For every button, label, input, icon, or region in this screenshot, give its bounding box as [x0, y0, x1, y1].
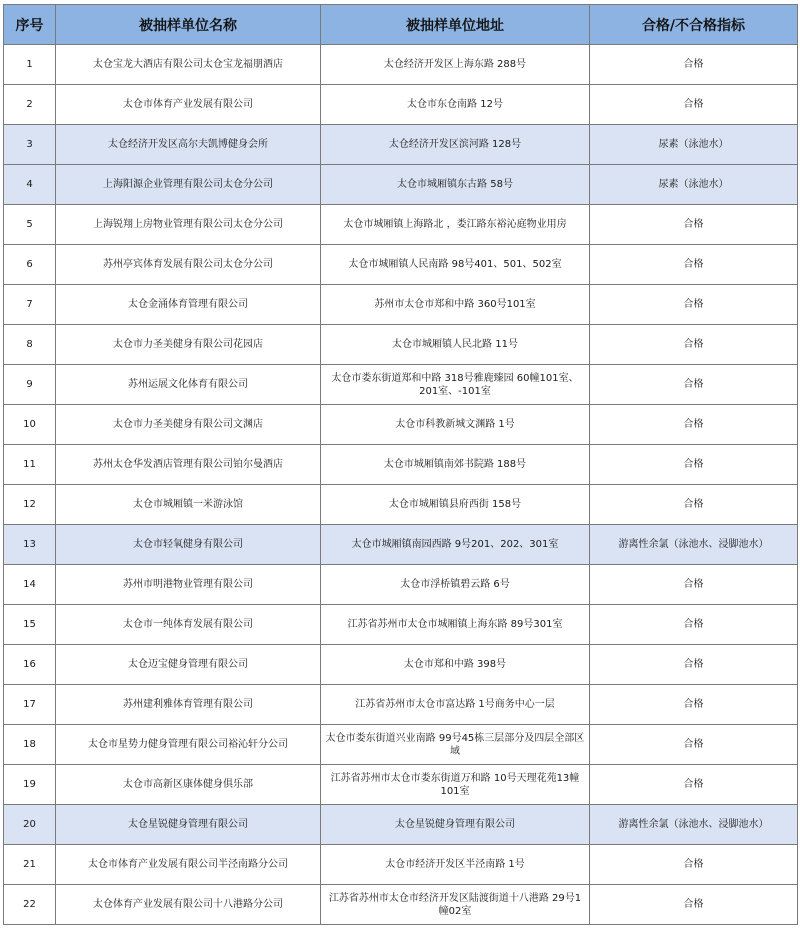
- unit-name-cell: 太仓星锐健身管理有限公司: [56, 805, 321, 845]
- unit-name-cell: 太仓宝龙大酒店有限公司太仓宝龙福朋酒店: [56, 45, 321, 85]
- serial-number-cell: 8: [4, 325, 56, 365]
- unit-address-cell: 太仓市东仓南路 12号: [321, 85, 590, 125]
- unit-name-cell: 苏州太仓华发酒店管理有限公司铂尔曼酒店: [56, 445, 321, 485]
- unit-address-cell: 太仓市娄东街道郑和中路 318号雅鹿臻园 60幢101室、201室、-101室: [321, 365, 590, 405]
- result-cell: 尿素（泳池水）: [590, 165, 798, 205]
- unit-name-cell: 太仓市力圣美健身有限公司文渊店: [56, 405, 321, 445]
- table-row: [4, 845, 798, 885]
- unit-name-cell: 太仓体育产业发展有限公司十八港路分公司: [56, 885, 321, 925]
- table-row: [4, 205, 798, 245]
- unit-name-cell: 太仓迈宝健身管理有限公司: [56, 645, 321, 685]
- unit-name-cell: 太仓市轻氧健身有限公司: [56, 525, 321, 565]
- unit-address-cell: 江苏省苏州市太仓市娄东街道万和路 10号天理花苑13幢101室: [321, 765, 590, 805]
- serial-number-cell: 7: [4, 285, 56, 325]
- serial-number-cell: 9: [4, 365, 56, 405]
- serial-number-cell: 17: [4, 685, 56, 725]
- table-row: [4, 445, 798, 485]
- unit-name-cell: 太仓市星势力健身管理有限公司裕沁轩分公司: [56, 725, 321, 765]
- unit-address-cell: 江苏省苏州市太仓市经济开发区陆渡街道十八港路 29号1幢02室: [321, 885, 590, 925]
- unit-name-cell: 太仓经济开发区高尔夫凯博健身会所: [56, 125, 321, 165]
- table-row: [4, 685, 798, 725]
- unit-name-cell: 太仓市力圣美健身有限公司花园店: [56, 325, 321, 365]
- serial-number-cell: 2: [4, 85, 56, 125]
- table-row: [4, 245, 798, 285]
- result-cell: 合格: [590, 685, 798, 725]
- unit-name-cell: 太仓市体育产业发展有限公司: [56, 85, 321, 125]
- table-row: [4, 805, 798, 845]
- table-row: [4, 485, 798, 525]
- result-cell: 合格: [590, 405, 798, 445]
- serial-number-cell: 3: [4, 125, 56, 165]
- unit-address-cell: 太仓市城厢镇人民南路 98号401、501、502室: [321, 245, 590, 285]
- result-cell: 合格: [590, 245, 798, 285]
- table-row: [4, 45, 798, 85]
- unit-address-cell: 江苏省苏州市太仓市城厢镇上海东路 89号301室: [321, 605, 590, 645]
- result-cell: 尿素（泳池水）: [590, 125, 798, 165]
- serial-number-cell: 14: [4, 565, 56, 605]
- table-row: [4, 525, 798, 565]
- unit-address-cell: 太仓市娄东街道兴业南路 99号45栋三层部分及四层全部区域: [321, 725, 590, 765]
- result-cell: 合格: [590, 45, 798, 85]
- unit-address-cell: 太仓经济开发区滨河路 128号: [321, 125, 590, 165]
- result-cell: 游离性余氯（泳池水、浸脚池水）: [590, 525, 798, 565]
- serial-number-cell: 6: [4, 245, 56, 285]
- unit-address-cell: 太仓市城厢镇县府西街 158号: [321, 485, 590, 525]
- unit-name-cell: 太仓市高新区康体健身俱乐部: [56, 765, 321, 805]
- table-row: [4, 565, 798, 605]
- serial-number-cell: 22: [4, 885, 56, 925]
- unit-address-cell: 太仓市城厢镇东古路 58号: [321, 165, 590, 205]
- unit-name-cell: 苏州市明港物业管理有限公司: [56, 565, 321, 605]
- result-cell: 合格: [590, 285, 798, 325]
- table-row: [4, 325, 798, 365]
- unit-address-cell: 太仓市城厢镇南园西路 9号201、202、301室: [321, 525, 590, 565]
- table-row: [4, 85, 798, 125]
- serial-number-cell: 12: [4, 485, 56, 525]
- unit-address-cell: 太仓经济开发区上海东路 288号: [321, 45, 590, 85]
- result-cell: 合格: [590, 85, 798, 125]
- unit-name-cell: 苏州建利雅体育管理有限公司: [56, 685, 321, 725]
- unit-name-cell: 苏州运展文化体育有限公司: [56, 365, 321, 405]
- serial-number-cell: 4: [4, 165, 56, 205]
- serial-number-cell: 1: [4, 45, 56, 85]
- unit-address-cell: 苏州市太仓市郑和中路 360号101室: [321, 285, 590, 325]
- table-header: [4, 5, 798, 45]
- table-row: [4, 885, 798, 925]
- result-cell: 合格: [590, 205, 798, 245]
- table-row: [4, 125, 798, 165]
- result-cell: 合格: [590, 605, 798, 645]
- unit-name-cell: 太仓市一纯体育发展有限公司: [56, 605, 321, 645]
- unit-address-cell: 太仓市城厢镇人民北路 11号: [321, 325, 590, 365]
- sampling-results-sheet: [3, 4, 797, 925]
- result-cell: 合格: [590, 725, 798, 765]
- serial-number-cell: 10: [4, 405, 56, 445]
- unit-address-cell: 太仓市郑和中路 398号: [321, 645, 590, 685]
- result-cell: 合格: [590, 325, 798, 365]
- serial-number-cell: 21: [4, 845, 56, 885]
- header-unit-name: 被抽样单位名称: [56, 5, 321, 45]
- serial-number-cell: 19: [4, 765, 56, 805]
- result-cell: 合格: [590, 485, 798, 525]
- table-row: [4, 365, 798, 405]
- result-cell: 游离性余氯（泳池水、浸脚池水）: [590, 805, 798, 845]
- result-cell: 合格: [590, 365, 798, 405]
- table-row: [4, 765, 798, 805]
- table-row: [4, 405, 798, 445]
- serial-number-cell: 13: [4, 525, 56, 565]
- unit-name-cell: 太仓金涌体育管理有限公司: [56, 285, 321, 325]
- table-row: [4, 725, 798, 765]
- serial-number-cell: 20: [4, 805, 56, 845]
- serial-number-cell: 11: [4, 445, 56, 485]
- unit-address-cell: 太仓市浮桥镇碧云路 6号: [321, 565, 590, 605]
- serial-number-cell: 5: [4, 205, 56, 245]
- unit-address-cell: 太仓星锐健身管理有限公司: [321, 805, 590, 845]
- sampling-results-table: [3, 4, 798, 925]
- unit-name-cell: 苏州亭宾体育发展有限公司太仓分公司: [56, 245, 321, 285]
- table-row: [4, 605, 798, 645]
- table-row: [4, 285, 798, 325]
- serial-number-cell: 15: [4, 605, 56, 645]
- unit-name-cell: 上海锐翔上房物业管理有限公司太仓分公司: [56, 205, 321, 245]
- serial-number-cell: 18: [4, 725, 56, 765]
- table-row: [4, 645, 798, 685]
- unit-address-cell: 江苏省苏州市太仓市富达路 1号商务中心一层: [321, 685, 590, 725]
- header-unit-address: 被抽样单位地址: [321, 5, 590, 45]
- table-body: [4, 45, 798, 925]
- result-cell: 合格: [590, 445, 798, 485]
- result-cell: 合格: [590, 845, 798, 885]
- unit-address-cell: 太仓市城厢镇南郊书院路 188号: [321, 445, 590, 485]
- unit-name-cell: 太仓市体育产业发展有限公司半泾南路分公司: [56, 845, 321, 885]
- result-cell: 合格: [590, 765, 798, 805]
- header-result: 合格/不合格指标: [590, 5, 798, 45]
- unit-name-cell: 太仓市城厢镇一米游泳馆: [56, 485, 321, 525]
- result-cell: 合格: [590, 565, 798, 605]
- header-row: [4, 5, 798, 45]
- unit-address-cell: 太仓市经济开发区半泾南路 1号: [321, 845, 590, 885]
- serial-number-cell: 16: [4, 645, 56, 685]
- unit-name-cell: 上海阳源企业管理有限公司太仓分公司: [56, 165, 321, 205]
- unit-address-cell: 太仓市科教新城文渊路 1号: [321, 405, 590, 445]
- header-serial-number: 序号: [4, 5, 56, 45]
- unit-address-cell: 太仓市城厢镇上海路北 ，娄江路东裕沁庭物业用房: [321, 205, 590, 245]
- table-row: [4, 165, 798, 205]
- result-cell: 合格: [590, 885, 798, 925]
- result-cell: 合格: [590, 645, 798, 685]
